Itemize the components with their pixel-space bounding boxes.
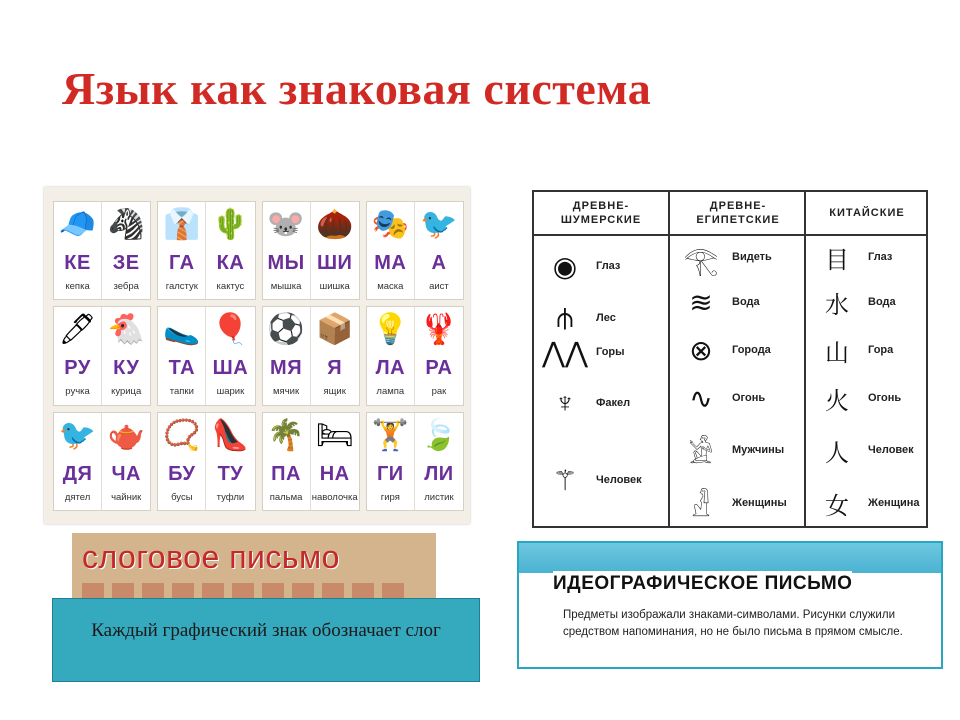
picture-icon: 🧢	[58, 208, 97, 241]
word-caption: гиря	[380, 491, 400, 503]
word-caption: туфли	[216, 491, 245, 503]
obscured-text	[82, 583, 412, 599]
syllable-text: ЛА	[375, 357, 406, 380]
ideogram-row	[670, 328, 806, 372]
syllable-group	[262, 201, 360, 300]
word-caption: пальма	[269, 491, 303, 503]
ideogram-glyph-icon: 𓂀	[683, 245, 719, 276]
ideographic-table	[532, 190, 928, 528]
ideogram-glyph-icon: 女	[825, 491, 849, 520]
syllable-card	[158, 307, 206, 404]
picture-icon: 🐔	[107, 313, 145, 347]
word-caption: кактус	[216, 281, 245, 292]
ideogram-row	[806, 376, 928, 420]
word-caption: ящик	[323, 386, 346, 398]
picture-icon: 📿	[163, 418, 201, 452]
syllable-card	[263, 413, 311, 510]
ideogram-glyph-icon: ⫛	[556, 301, 574, 333]
picture-icon: 🫖	[107, 418, 145, 452]
picture-icon: 🎭	[371, 208, 409, 241]
word-caption: кепка	[65, 281, 90, 292]
ideogram-row	[806, 282, 928, 322]
syllable-group	[262, 412, 360, 511]
ideogram-meaning: Женщина	[868, 497, 920, 509]
word-caption: маска	[377, 281, 404, 292]
syllabic-label-box	[72, 533, 436, 599]
word-caption: наволочка	[311, 491, 358, 503]
syllable-group	[262, 306, 360, 405]
syllable-card	[311, 307, 359, 404]
ideogram-row	[806, 428, 928, 472]
word-caption: шарик	[216, 386, 245, 398]
syllabic-table	[44, 187, 470, 524]
syllable-text: ШИ	[316, 252, 353, 274]
ideogram-meaning: Города	[732, 344, 771, 356]
syllable-group	[53, 201, 151, 300]
picture-icon: 💡	[371, 313, 409, 347]
syllable-card	[263, 202, 311, 299]
syllable-card	[102, 202, 150, 299]
picture-icon: ⚽	[267, 313, 305, 347]
word-caption: мячик	[273, 386, 300, 398]
syllable-text: ДЯ	[62, 462, 93, 485]
ideogram-meaning: Человек	[596, 474, 642, 486]
picture-icon: 🛏	[315, 418, 354, 452]
picture-icon: 🌵	[211, 208, 250, 241]
syllable-text: МЫ	[267, 252, 305, 274]
syllabic-label: слоговое письмо	[82, 539, 340, 575]
ideographic-description: Предметы изображали знаками-символами. Рисунки служили средством напоминания, но не было письма в прямом смысле.	[563, 609, 903, 638]
ideogram-glyph-icon: ⚚	[552, 464, 578, 496]
syllable-text: БУ	[168, 462, 196, 485]
syllable-text: ЧА	[111, 462, 141, 485]
picture-icon: 🌴	[267, 418, 305, 452]
picture-icon: 🖊	[58, 313, 97, 347]
column-header: КИТАЙСКИЕ	[806, 192, 928, 236]
ideogram-glyph-icon: 𓀀	[688, 438, 714, 469]
syllable-card	[206, 307, 254, 404]
syllable-card	[367, 202, 415, 299]
syllable-text: ТУ	[217, 462, 244, 485]
syllable-card	[102, 413, 150, 510]
syllable-card	[263, 307, 311, 404]
picture-icon: 📦	[316, 313, 354, 347]
ideogram-row	[670, 282, 806, 322]
syllabic-description: Каждый графический знак обозначает слог	[91, 620, 441, 641]
syllable-card	[367, 413, 415, 510]
column-header: ДРЕВНЕ- ШУМЕРСКИЕ	[534, 192, 668, 236]
syllable-group	[366, 306, 464, 405]
ideogram-meaning: Глаз	[596, 260, 621, 272]
syllable-group	[53, 412, 151, 511]
picture-icon: 👔	[163, 208, 201, 241]
ideogram-glyph-icon: ≋	[689, 286, 713, 318]
syllable-card	[158, 413, 206, 510]
syllable-text: КЕ	[64, 252, 91, 274]
word-caption: листик	[424, 491, 454, 503]
ideogram-meaning: Человек	[868, 444, 914, 456]
syllable-card	[158, 202, 206, 299]
ideogram-glyph-icon: 火	[825, 386, 849, 415]
picture-icon: 🎈	[211, 313, 250, 347]
word-caption: ручка	[65, 386, 90, 398]
ideogram-glyph-icon: 人	[825, 438, 849, 467]
picture-icon: 🍃	[420, 418, 458, 452]
ideogram-meaning: Вода	[732, 296, 760, 308]
ideogram-meaning: Глаз	[868, 251, 893, 263]
ideogram-row	[534, 328, 668, 376]
syllable-card	[206, 413, 254, 510]
ideogram-row	[670, 238, 806, 276]
ideogram-glyph-icon: 水	[825, 290, 849, 319]
syllable-group	[366, 201, 464, 300]
picture-icon: 🦓	[107, 208, 145, 241]
ideographic-label-box	[517, 541, 943, 669]
syllable-group	[53, 306, 151, 405]
ideogram-meaning: Гора	[868, 344, 894, 356]
syllable-card	[54, 202, 102, 299]
syllable-card	[102, 307, 150, 404]
picture-icon: 🏋	[371, 418, 409, 452]
word-caption: тапки	[169, 386, 194, 398]
syllable-card	[367, 307, 415, 404]
syllable-group	[157, 306, 255, 405]
syllable-text: РУ	[64, 357, 91, 380]
ideogram-row	[806, 328, 928, 372]
ideogram-meaning: Горы	[596, 346, 625, 358]
word-caption: галстук	[165, 281, 198, 292]
ideogram-meaning: Факел	[596, 397, 631, 409]
syllable-text: ГИ	[376, 462, 404, 485]
picture-icon: 🐦	[420, 208, 458, 241]
ideogram-meaning: Огонь	[868, 392, 902, 404]
syllable-text: НА	[319, 462, 350, 485]
syllable-card	[415, 413, 463, 510]
ideogram-meaning: Мужчины	[732, 444, 785, 456]
column-chinese	[804, 192, 928, 526]
syllable-card	[54, 413, 102, 510]
ideogram-row	[534, 370, 668, 436]
picture-icon: 🐦	[58, 418, 97, 452]
word-caption: курица	[111, 386, 142, 398]
syllable-text: ЗЕ	[112, 252, 140, 274]
syllable-text: ГА	[169, 252, 195, 274]
syllable-card	[54, 307, 102, 404]
syllable-text: ПА	[271, 462, 301, 485]
ideogram-row	[670, 482, 806, 524]
syllable-text: РА	[425, 357, 453, 380]
ideogram-glyph-icon: ⋀⋀	[542, 336, 588, 368]
ideogram-glyph-icon: 山	[825, 338, 849, 367]
word-caption: аист	[429, 281, 449, 292]
syllable-group	[157, 201, 255, 300]
ideogram-glyph-icon: ♆	[554, 387, 576, 418]
ideogram-row	[806, 238, 928, 276]
word-caption: шишка	[319, 281, 350, 292]
ideogram-row	[670, 376, 806, 420]
ideogram-meaning: Лес	[596, 312, 616, 324]
slide-title: Язык как знаковая система	[62, 63, 652, 114]
syllable-text: КА	[216, 252, 245, 274]
column-egyptian	[668, 192, 806, 526]
word-caption: мышка	[270, 281, 302, 292]
syllable-text: ТА	[168, 357, 196, 380]
word-caption: бусы	[171, 491, 193, 503]
syllable-card	[311, 413, 359, 510]
syllable-text: МА	[374, 252, 407, 274]
syllable-card	[311, 202, 359, 299]
picture-icon: 🐭	[267, 208, 305, 241]
syllable-card	[206, 202, 254, 299]
picture-icon: 🌰	[316, 208, 354, 241]
syllable-group	[157, 412, 255, 511]
syllable-text: ША	[212, 357, 249, 380]
syllable-text: А	[431, 252, 447, 274]
ideographic-label: ИДЕОГРАФИЧЕСКОЕ ПИСЬМО	[553, 571, 852, 597]
picture-icon: 🥿	[163, 313, 201, 347]
ideogram-row	[670, 428, 806, 472]
ideogram-glyph-icon: ⊗	[689, 334, 713, 366]
picture-icon: 🦞	[420, 313, 458, 347]
ideogram-glyph-icon: ◉	[552, 250, 578, 282]
column-sumerian	[534, 192, 668, 526]
syllable-card	[415, 202, 463, 299]
syllable-text: Я	[327, 357, 343, 380]
syllabic-description-box	[52, 598, 480, 682]
syllable-card	[415, 307, 463, 404]
ideogram-row	[534, 242, 668, 290]
ideogram-row	[534, 440, 668, 520]
column-header: ДРЕВНЕ- ЕГИПЕТСКИЕ	[670, 192, 806, 236]
picture-icon: 👠	[211, 418, 250, 452]
syllable-group	[366, 412, 464, 511]
syllabic-grid	[53, 201, 464, 511]
syllable-text: ЛИ	[424, 462, 454, 485]
ideogram-meaning: Женщины	[732, 497, 787, 509]
syllable-text: КУ	[113, 357, 140, 380]
word-caption: чайник	[111, 491, 142, 503]
word-caption: зебра	[113, 281, 139, 292]
word-caption: дятел	[64, 491, 91, 503]
ideogram-meaning: Вода	[868, 296, 896, 308]
word-caption: лампа	[376, 386, 405, 398]
ideogram-meaning: Огонь	[732, 392, 766, 404]
syllable-text: МЯ	[270, 357, 303, 380]
ideogram-glyph-icon: 目	[825, 245, 849, 274]
ideogram-glyph-icon: ∿	[689, 382, 713, 414]
ideogram-row	[806, 482, 928, 524]
ideogram-glyph-icon: 𓁐	[691, 491, 711, 522]
ideogram-meaning: Видеть	[732, 251, 772, 263]
word-caption: рак	[431, 386, 447, 398]
